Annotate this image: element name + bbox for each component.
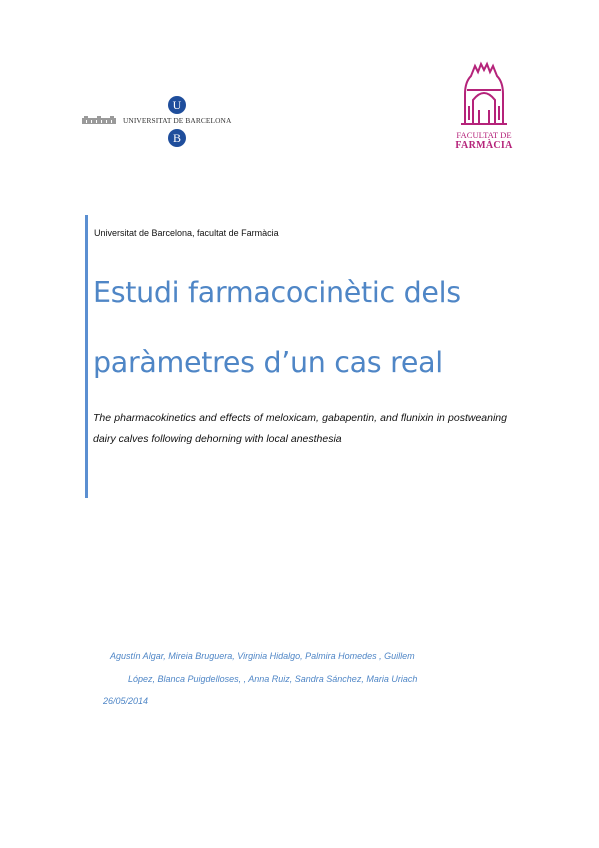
faculty-name-line1: FACULTAT DE xyxy=(456,130,512,140)
ub-letter-b-badge: B xyxy=(168,129,186,147)
faculty-building-icon xyxy=(457,60,511,126)
title-accent-bar xyxy=(85,215,88,498)
faculty-of-pharmacy-logo xyxy=(448,60,520,156)
authors-line-2: López, Blanca Puigdelloses, , Anna Ruiz, Sandra Sánchez, Maria Uriach xyxy=(128,674,418,684)
document-title xyxy=(93,258,513,398)
title-line-1: Estudi farmacocinètic dels xyxy=(93,276,461,309)
faculty-name-line2: FARMÀCIA xyxy=(455,140,513,151)
university-name: UNIVERSITAT DE BARCELONA xyxy=(123,116,232,125)
university-of-barcelona-logo xyxy=(82,96,242,152)
document-date: 26/05/2014 xyxy=(103,696,149,706)
document-subtitle: The pharmacokinetics and effects of meloxicam, gabapentin, and flunixin in postweaning dairy calves following dehorning with local anesthesia xyxy=(93,412,507,445)
title-line-2: paràmetres d’un cas real xyxy=(93,346,443,379)
ub-letter-u-badge: U xyxy=(168,96,186,114)
university-building-icon xyxy=(82,116,116,124)
authors-line-1: Agustín Algar, Mireia Bruguera, Virginia Hidalgo, Palmira Homedes , Guillem xyxy=(110,651,415,661)
institution-line: Universitat de Barcelona, facultat de Farmàcia xyxy=(94,228,279,238)
